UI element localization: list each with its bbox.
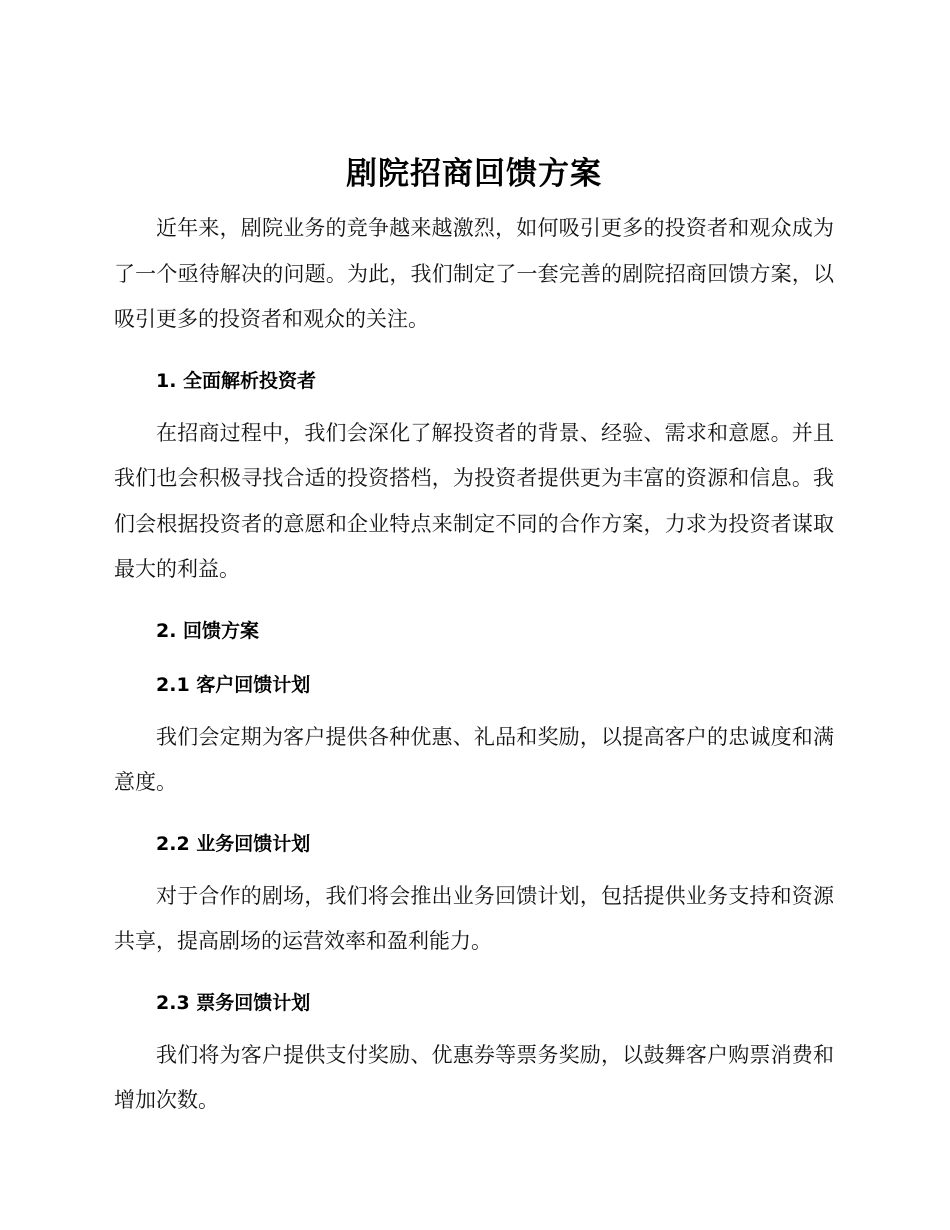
section-2-3-heading: 2.3 票务回馈计划 — [156, 991, 311, 1014]
spacer — [114, 343, 834, 349]
intro-paragraph: 近年来，剧院业务的竞争越来越激烈，如何吸引更多的投资者和观众成为了一个亟待解决的问题。为此，我们制定了一套完善的剧院招商回馈方案，以吸引更多的投资者和观众的关注。 — [114, 216, 834, 331]
section-2-heading: 2. 回馈方案 — [156, 619, 260, 642]
section-2-2-heading: 2.2 业务回馈计划 — [156, 832, 311, 855]
section-2-1-heading: 2.1 客户回馈计划 — [156, 673, 311, 696]
spacer — [114, 806, 834, 812]
document-page — [114, 150, 834, 1124]
section-2-3-paragraph: 我们将为客户提供支付奖励、优惠券等票务奖励，以鼓舞客户购票消费和增加次数。 — [114, 1042, 834, 1112]
spacer — [114, 965, 834, 971]
document-title: 剧院招商回馈方案 — [346, 156, 602, 192]
section-2-1-paragraph: 我们会定期为客户提供各种优惠、礼品和奖励，以提高客户的忠诚度和满意度。 — [114, 724, 834, 794]
section-1-heading: 1. 全面解析投资者 — [156, 369, 317, 392]
section-2-2-paragraph: 对于合作的剧场，我们将会推出业务回馈计划，包括提供业务支持和资源共享，提高剧场的运营效率和盈利能力。 — [114, 883, 834, 953]
section-1-paragraph: 在招商过程中，我们会深化了解投资者的背景、经验、需求和意愿。并且我们也会积极寻找合适的投资搭档，为投资者提供更为丰富的资源和信息。我们会根据投资者的意愿和企业特点来制定不同的合作方案，力求为投资者谋取最大的利益。 — [114, 420, 834, 581]
spacer — [114, 593, 834, 599]
